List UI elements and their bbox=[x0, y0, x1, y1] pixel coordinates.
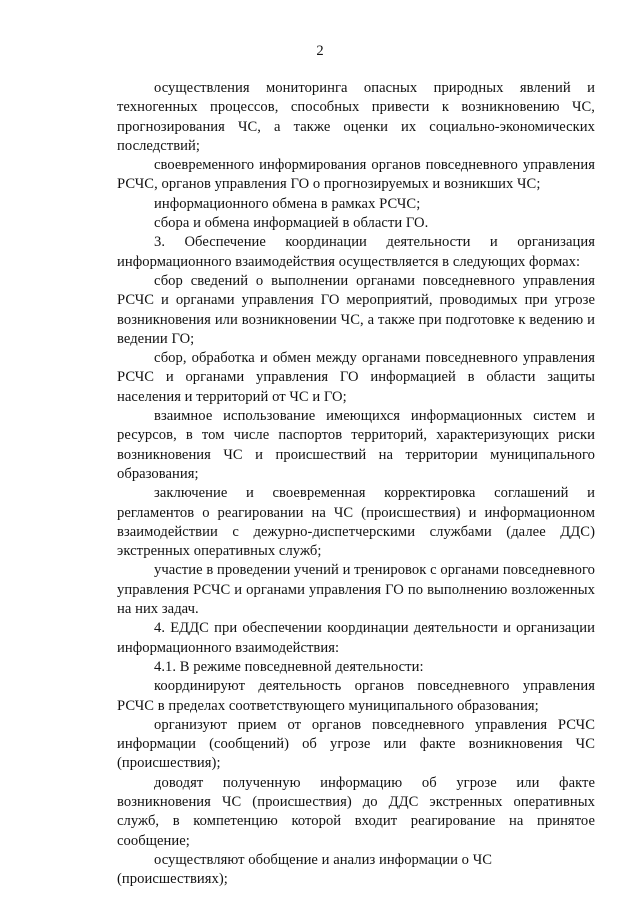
page-number: 2 bbox=[316, 43, 324, 59]
paragraph-agreements: заключение и своевременная корректировка соглашений и регламентов о реагировании на ЧС (происшествия) и информационном взаимодействии с дежурно-диспетчерскими службами (далее ДДС) экстренных оперативных служб; bbox=[117, 485, 595, 560]
paragraph-info-exchange: информационного обмена в рамках РСЧС; bbox=[154, 195, 421, 212]
paragraph-receive: организуют прием от органов повседневного управления РСЧС информации (сообщений) об угрозе или факте возникновения ЧС (происшествия); bbox=[117, 716, 595, 772]
paragraph-section-4-1: 4.1. В режиме повседневной деятельности: bbox=[154, 658, 424, 675]
paragraph-collection: сбор сведений о выполнении органами повседневного управления РСЧС и органами управления ГО мероприятий, проводимых при угрозе возникновения или возникновении ЧС, а также при подготовке к ведению и ведении ГО; bbox=[117, 272, 595, 347]
document-body bbox=[117, 79, 595, 889]
paragraph-go-info: сбора и обмена информацией в области ГО. bbox=[154, 215, 429, 232]
paragraph-analysis: осуществляют обобщение и анализ информации о ЧС (происшествиях); bbox=[117, 851, 493, 888]
paragraph-section-4: 4. ЕДДС при обеспечении координации деятельности и организации информационного взаимодействия: bbox=[117, 620, 595, 656]
paragraph-mutual-use: взаимное использование имеющихся информационных систем и ресурсов, в том числе паспортов территорий, характеризующих риски возникновения ЧС и происшествий на территории муниципального образования; bbox=[117, 408, 595, 482]
paragraph-monitoring: осуществления мониторинга опасных природных явлений и техногенных процессов, способных привести к возникновению ЧС, прогнозирования ЧС, а также оценки их социально-экономических последствий; bbox=[117, 80, 595, 154]
paragraph-exercises: участие в проведении учений и тренировок с органами повседневного управления РСЧС и органами управления ГО по выполнению возложенных на них задач. bbox=[117, 562, 595, 618]
paragraph-processing: сбор, обработка и обмен между органами повседневного управления РСЧС и органами управления ГО информацией в области защиты населения и территорий от ЧС и ГО; bbox=[117, 350, 595, 405]
paragraph-section-3: 3. Обеспечение координации деятельности и организация информационного взаимодействия осуществляется в следующих формах: bbox=[117, 234, 595, 270]
paragraph-deliver: доводят полученную информацию об угрозе или факте возникновения ЧС (происшествия) до ДДС экстренных оперативных служб, в компетенцию которой входит реагирование на принятое сообщение; bbox=[117, 774, 595, 849]
paragraph-informing: своевременного информирования органов повседневного управления РСЧС, органов управления ГО о прогнозируемых и возникших ЧС; bbox=[117, 157, 595, 193]
paragraph-coordinate: координируют деятельность органов повседневного управления РСЧС в пределах соответствующего муниципального образования; bbox=[117, 678, 595, 714]
